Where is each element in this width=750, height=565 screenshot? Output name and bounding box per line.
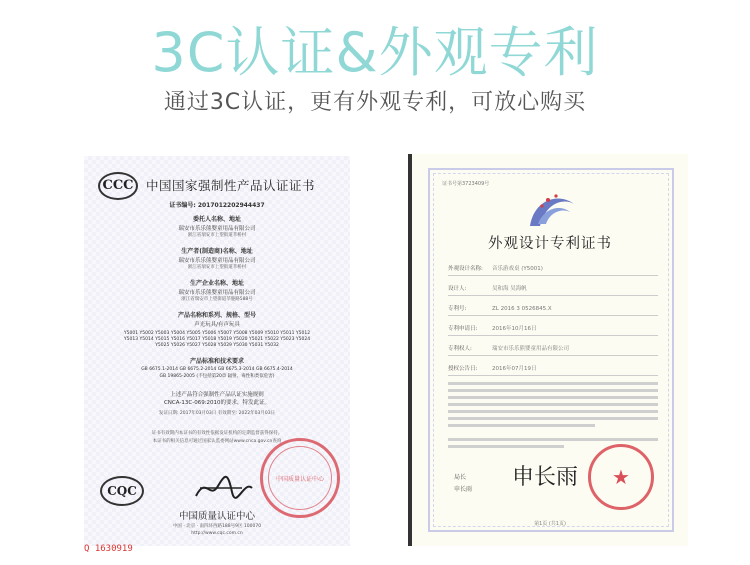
issuer-website: http://www.cqc.com.cn xyxy=(191,531,243,536)
standard-heading: 产品标准和技术要求 xyxy=(189,358,244,365)
certification-seal xyxy=(260,438,340,518)
client-address: 浙江省瑞安市上望街道莘桥村 xyxy=(187,233,247,238)
patent-field-row xyxy=(448,318,658,336)
rule-line: CNCA-13C-069:2010的要求，特发此证。 xyxy=(163,400,271,406)
field-label: 专利号: xyxy=(448,306,467,312)
model-list: Y5025 Y5026 Y5027 Y5028 Y5029 Y5030 Y5031 Y5032 xyxy=(155,343,279,348)
field-value: ZL 2016 3 0526845.X xyxy=(492,306,552,312)
standard-line: GB 19865-2005 (不包括第20章 辐射、毒性和类似危害) xyxy=(159,374,275,379)
patent-field-row xyxy=(448,358,658,376)
field-label: 设计人: xyxy=(448,286,467,292)
patent-office-emblem xyxy=(524,186,580,230)
patent-field-row xyxy=(448,278,658,296)
field-value: 2016年07月19日 xyxy=(492,366,537,372)
field-label: 专利权人: xyxy=(448,346,472,352)
seal-text: 中国质量认证中心 xyxy=(268,446,332,510)
headline: 3C认证&外观专利 xyxy=(151,21,599,84)
issue-dates: 发证日期: 2017年03月03日 有效期至: 2022年03月03日 xyxy=(158,411,276,416)
factory-address: 浙江省瑞安市上望街道莘塍路588号 xyxy=(181,297,253,302)
factory-heading: 生产企业名称、地址 xyxy=(189,280,244,287)
patent-body-text xyxy=(448,382,658,431)
patent-field-row xyxy=(448,338,658,356)
patent-title: 外观设计专利证书 xyxy=(488,236,612,252)
q-code: Q 1630919 xyxy=(84,544,133,554)
patent-field-row xyxy=(448,298,658,316)
issuer-name: 中国质量认证中心 xyxy=(178,511,255,522)
standard-line: GB 6675.1-2014 GB 6675.2-2014 GB 6675.3-2014 GB 6675.4-2014 xyxy=(141,367,293,372)
star-icon: ★ xyxy=(612,465,630,489)
field-label: 外观设计名称: xyxy=(448,266,483,272)
issuer-address: 中国 · 北京 · 南四环西路188号9区 100070 xyxy=(172,524,262,529)
factory-name: 瑞安市乐乐熊婴童用品有限公司 xyxy=(178,290,256,296)
patent-seal xyxy=(588,444,654,510)
subline: 通过3C认证，更有外观专利，可放心购买 xyxy=(163,90,587,115)
field-value: 2016年10月16日 xyxy=(492,326,537,332)
model-list: Y5001 Y5002 Y5003 Y5004 Y5005 Y5006 Y5007 Y5008 Y5009 Y5010 Y5011 Y5012 xyxy=(123,331,311,336)
director-signature: 申长雨 xyxy=(512,465,579,490)
cqc-logo: CQC xyxy=(100,476,144,506)
field-value: 音乐游戏桌 (Y5001) xyxy=(492,266,543,272)
product-name: 声光玩具/有声玩具 xyxy=(194,322,240,328)
field-value: 瑞安市乐乐熊婴童用品有限公司 xyxy=(492,346,570,352)
signature-graphic xyxy=(192,470,256,504)
validity-note: 证书有效期内本证书的有效性依据发证机构的定期监督获得保持。 xyxy=(151,431,283,436)
product-heading: 产品名称和系列、规格、型号 xyxy=(177,312,256,319)
director-label: 局长 xyxy=(454,474,467,481)
producer-heading: 生产者(制造商)名称、地址 xyxy=(181,248,253,255)
patent-field-row xyxy=(448,258,658,276)
query-note: 本证书的相关信息可通过国家认监委网站www.cnca.gov.cn查询 xyxy=(152,439,282,444)
field-label: 专利申请日: xyxy=(448,326,478,332)
patent-certificate xyxy=(412,154,688,546)
field-value: 吴和海 吴海帆 xyxy=(492,286,527,292)
model-list: Y5013 Y5014 Y5015 Y5016 Y5017 Y5018 Y5019 Y5020 Y5021 Y5022 Y5023 Y5024 xyxy=(123,337,311,342)
page-number: 第1页 (共1页) xyxy=(534,521,566,527)
patent-cert-number: 证书号第3723409号 xyxy=(442,181,490,187)
producer-address: 浙江省瑞安市上望街道莘桥村 xyxy=(187,265,247,270)
director-name: 申长雨 xyxy=(454,486,473,493)
ccc-logo: CCC xyxy=(98,172,138,200)
rule-line: 上述产品符合强制性产品认证实施规则 xyxy=(170,392,264,398)
ccc-certificate-title: 中国国家强制性产品认证证书 xyxy=(146,178,316,193)
field-label: 授权公告日: xyxy=(448,366,478,372)
client-name: 瑞安市乐乐熊婴童用品有限公司 xyxy=(178,226,256,232)
ccc-certificate xyxy=(84,156,350,546)
producer-name: 瑞安市乐乐熊婴童用品有限公司 xyxy=(178,258,256,264)
client-heading: 委托人名称、地址 xyxy=(192,216,241,223)
ccc-cert-number: 证书编号: 2017012202944437 xyxy=(169,202,265,209)
